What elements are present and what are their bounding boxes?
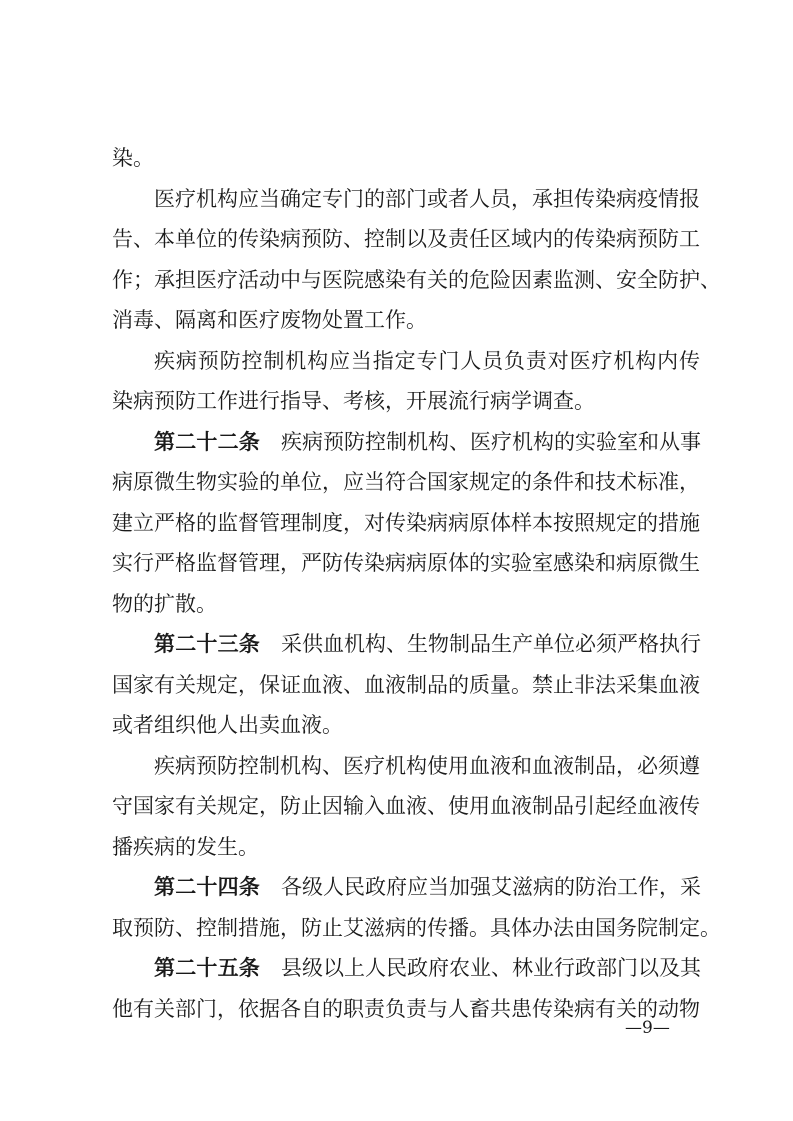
- line-text: 国家有关规定，保证血液、血液制品的质量。禁止非法采集血液: [112, 672, 700, 697]
- article-number: 第二十三条: [154, 632, 260, 656]
- text-line: [112, 341, 700, 382]
- text-line: [112, 462, 700, 503]
- text-line: [112, 746, 700, 787]
- text-line: [112, 786, 700, 827]
- article-number: 第二十二条: [154, 429, 260, 454]
- line-text: 播疾病的发生。: [112, 834, 259, 859]
- text-line: [112, 381, 700, 422]
- line-text: 医疗机构应当确定专门的部门或者人员，承担传染病疫情报: [154, 186, 700, 211]
- line-text: 各级人民政府应当加强艾滋病的防治工作，采: [281, 875, 701, 899]
- page-number: —9—: [625, 1018, 670, 1038]
- line-text: 采供血机构、生物制品生产单位必须严格执行: [281, 632, 701, 656]
- line-text: 守国家有关规定，防止因输入血液、使用血液制品引起经血液传: [112, 794, 700, 818]
- text-line: [112, 300, 700, 341]
- line-text: 县级以上人民政府农业、林业行政部门以及其: [281, 956, 701, 980]
- text-line: [112, 543, 700, 584]
- text-line: [112, 179, 700, 220]
- text-line: [112, 503, 700, 544]
- text-line: [112, 665, 700, 706]
- line-text: 实行严格监督管理，严防传染病病原体的实验室感染和病原微生: [112, 551, 700, 575]
- line-text: 或者组织他人出卖血液。: [112, 713, 343, 737]
- text-line: [112, 138, 700, 179]
- line-text: 他有关部门，依据各自的职责负责与人畜共患传染病有关的动物: [112, 996, 700, 1021]
- line-text: 物的扩散。: [112, 591, 217, 616]
- line-text: 染。: [112, 146, 154, 170]
- line-text: 疾病预防控制机构、医疗机构使用血液和血液制品，必须遵: [154, 753, 700, 778]
- article-line: [112, 867, 700, 908]
- line-text: 病原微生物实验的单位，应当符合国家规定的条件和技术标准，: [112, 470, 700, 494]
- line-text: 疾病预防控制机构、医疗机构的实验室和从事: [281, 429, 701, 454]
- article-number: 第二十四条: [154, 875, 260, 899]
- line-text: 告、本单位的传染病预防、控制以及责任区域内的传染病预防工: [112, 227, 700, 251]
- text-line: [112, 989, 700, 1030]
- line-text: 染病预防工作进行指导、考核，开展流行病学调查。: [112, 389, 595, 413]
- article-number: 第二十五条: [154, 956, 260, 980]
- article-line: [112, 948, 700, 989]
- text-line: [112, 219, 700, 260]
- line-text: 疾病预防控制机构应当指定专门人员负责对医疗机构内传: [154, 348, 700, 373]
- text-line: [112, 908, 721, 949]
- text-line: [112, 260, 721, 301]
- line-text: 建立严格的监督管理制度，对传染病病原体样本按照规定的措施: [112, 510, 700, 535]
- body-text: [112, 138, 721, 1029]
- line-text: 取预防、控制措施，防止艾滋病的传播。具体办法由国务院制定。: [112, 915, 721, 940]
- article-line: [112, 422, 700, 463]
- text-line: [112, 827, 700, 868]
- text-line: [112, 705, 700, 746]
- line-text: 作；承担医疗活动中与医院感染有关的危险因素监测、安全防护、: [112, 267, 721, 292]
- article-line: [112, 624, 700, 665]
- text-line: [112, 584, 700, 625]
- line-text: 消毒、隔离和医疗废物处置工作。: [112, 308, 427, 332]
